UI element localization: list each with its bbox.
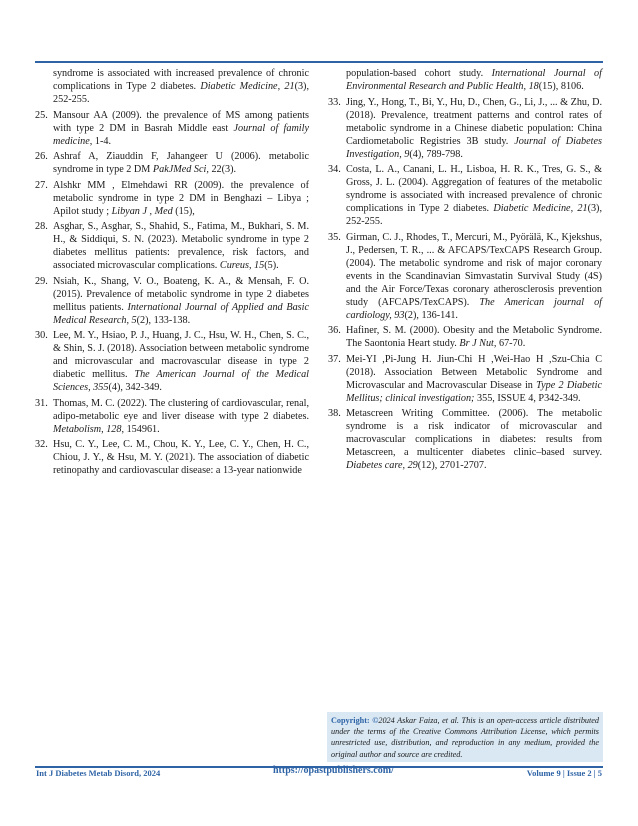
reference-source: Metabolism, 128 [53, 423, 122, 435]
reference-source: The American Journal of the Medical Sciences, 355 [53, 369, 309, 393]
reference-source: PakJMed Sci, [152, 164, 209, 175]
reference-body: Alshkr MM , Elmehdawi RR (2009). the prevalence of metabolic syndrome in type 2 DM in Benghazi – Libya ; Apilot study ; [53, 179, 309, 217]
reference-body: Hsu, C. Y., Lee, C. M., Chou, K. Y., Lee, C. Y., Chen, H. C., Chiou, J. Y., & Hsu, M. Y. (2021). The association of diabetic retinopathy and cardiovascular disease: a 13-year nationwide [53, 439, 309, 476]
reference-body: Thomas, M. C. (2022). The clustering of cardiovascular, renal, adipo-metabolic eye and liver disease with type 2 diabetes. [53, 397, 309, 422]
reference-body: Girman, C. J., Rhodes, T., Mercuri, M., Pyörälä, K., Kjekshus, J., Pedersen, T. R., ... & AFCAPS/TexCAPS Research Group. (2004). The metabolic syndrome and risk of major coronary events in the Scandinavian Simvastatin Survival Study (4S) and the Air Force/Texas coronary atherosclerosis prevention study (AFCAPS/TexCAPS). [346, 231, 602, 308]
reference-number: 33. [328, 96, 341, 108]
reference-source: The American journal of cardiology, 93 [346, 296, 602, 321]
top-rule [35, 61, 603, 63]
reference-body: Mansour AA (2009). the prevalence of MS among patients with type 2 DM in Basrah Middle east [53, 109, 309, 134]
reference-tail: , 154961. [121, 423, 160, 435]
reference-text [53, 109, 309, 148]
reference-body: Metascreen Writing Committee. (2006). The metabolic syndrome is a risk indicator of microvascular and macrovascular complications in diabetes: results from Metascreen, a multicenter diabetes clinic–based survey. [346, 408, 602, 458]
copyright-notice [327, 712, 603, 762]
references-left-column [35, 67, 309, 480]
reference-item [328, 163, 602, 228]
reference-tail: (5). [264, 260, 279, 271]
reference-source: Type 2 Diabetic Mellitus; clinical investigation; [346, 379, 602, 404]
reference-item [328, 353, 602, 405]
reference-body: Asghar, S., Asghar, S., Shahid, S., Fatima, M., Bukhari, S. M. H., & Siddiqui, S. N. (2023). Metabolic syndrome in type 2 diabetes mellitus patients: prevalence, risk factors, and associated microvascular complications. [53, 221, 309, 271]
reference-tail: (4), 789-798. [409, 148, 463, 160]
reference-item [35, 275, 309, 327]
reference-text [346, 353, 602, 405]
reference-item [35, 438, 309, 477]
reference-number: 34. [328, 164, 341, 175]
reference-item [328, 67, 602, 93]
reference-body: syndrome is associated with increased prevalence of chronic complications in Type 2 diabetes. [53, 68, 309, 92]
reference-number: 38. [328, 408, 341, 419]
reference-tail: (15), [172, 205, 195, 217]
reference-tail: (2), 133-138. [136, 314, 191, 326]
reference-body: Costa, L. A., Canani, L. H., Lisboa, H. R. K., Tres, G. S., & Gross, J. L. (2004). Aggregation of features of the metabolic syndrome is associated with increased prevalence of chronic complications in Type 2 diabetes. [346, 164, 602, 214]
reference-body: Lee, M. Y., Hsiao, P. J., Huang, J. C., Hsu, W. H., Chen, S. C., & Shin, S. J. (2018). Association between metabolic syndrome and microvascular and macrovascular disease in type 2 diabetic mellitus. [53, 330, 309, 380]
reference-item [35, 67, 309, 106]
reference-number: 28. [35, 221, 48, 232]
reference-source: Diabetic Medicine, 21 [493, 203, 588, 214]
reference-tail: 67-70. [496, 338, 526, 349]
reference-tail: , 1-4. [89, 135, 112, 147]
reference-tail: (3), 252-255. [346, 203, 602, 227]
reference-body: Ashraf A, Ziauddin F, Jahangeer U (2006). metabolic syndrome in type 2 DM [53, 151, 309, 175]
reference-tail: (15), 8106. [538, 81, 584, 92]
reference-item [35, 397, 309, 436]
reference-item [35, 179, 309, 218]
reference-body: Jing, Y., Hong, T., Bi, Y., Hu, D., Chen, G., Li, J., ... & Zhu, D. (2018). Prevalence, treatment patterns and control rates of metabolic syndrome in a Chinese diabetic population: China Cardiometabolic Registries 3B study. [346, 96, 603, 147]
reference-source: Br J Nut, [459, 338, 497, 349]
footer-url-link[interactable]: https://opastpublishers.com/ [273, 765, 394, 776]
reference-body: population-based cohort study. [346, 68, 492, 79]
reference-tail: (3), 252-255. [53, 81, 309, 105]
reference-body: Mei-YI ,Pi-Jung H. Jiun-Chi H ,Wei-Hao H ,Szu-Chia C (2018). Association Between Metabolic Syndrome and Microvascular and Macrovascular Disease in [346, 353, 602, 391]
reference-text [53, 438, 309, 477]
reference-text [346, 67, 602, 93]
reference-number: 27. [35, 179, 48, 191]
reference-number [35, 67, 53, 106]
copyright-text: 2024 Askar Faiza, et al. This is an open-access article distributed under the terms of the Creative Commons Attribution License, which permits unrestricted use, distribution, and reproduction in any medium, provided the original author and source are credited. [331, 716, 600, 759]
reference-number: 26. [35, 151, 48, 162]
reference-text [346, 231, 602, 322]
reference-tail: (2), 136-141. [404, 309, 458, 321]
reference-source: Diabetes care, 29 [346, 460, 418, 471]
reference-number: 29. [35, 275, 48, 287]
reference-text [53, 150, 309, 176]
footer-volume: Volume 9 | Issue 2 | 5 [526, 768, 602, 778]
reference-number: 37. [328, 353, 341, 365]
reference-text [346, 407, 602, 472]
reference-number: 36. [328, 325, 341, 336]
reference-text [346, 324, 602, 350]
reference-number: 25. [35, 109, 48, 121]
reference-number: 30. [35, 330, 48, 341]
reference-text [53, 67, 309, 106]
reference-item [328, 324, 602, 350]
reference-body: Hafiner, S. M. (2000). Obesity and the Metabolic Syndrome. The Saontonia Heart study. [346, 325, 602, 349]
footer-journal: Int J Diabetes Metab Disord, 2024 [36, 768, 161, 778]
reference-source: Journal of family medicine [53, 122, 309, 147]
reference-body: Nsiah, K., Shang, V. O., Boateng, K. A., & Mensah, F. O. (2015). Prevalence of metabolic syndrome in type 2 diabetes mellitus patients. [53, 275, 309, 313]
reference-number: 31. [35, 397, 48, 409]
reference-source: Journal of Diabetes Investigation, 9 [346, 135, 602, 160]
reference-item [35, 220, 309, 272]
reference-tail: (12), 2701-2707. [417, 460, 487, 471]
reference-number [328, 67, 346, 93]
reference-text [53, 179, 309, 218]
reference-source: International Journal of Applied and Basic Medical Research, 5 [53, 301, 309, 326]
reference-item [328, 407, 602, 472]
reference-text [346, 163, 602, 228]
reference-item [35, 109, 309, 148]
reference-text [53, 329, 309, 394]
reference-text [53, 275, 309, 327]
reference-item [35, 150, 309, 176]
reference-item [328, 96, 602, 161]
reference-source: International Journal of Environmental Research and Public Health, 18 [346, 68, 602, 92]
copyright-label: Copyright: © [331, 716, 379, 725]
reference-number: 35. [328, 231, 341, 243]
reference-text [53, 220, 309, 272]
reference-source: Cureus, 15 [219, 260, 265, 271]
reference-tail: 355, ISSUE 4, P342-349. [474, 392, 581, 404]
references-right-column [328, 67, 602, 475]
reference-number: 32. [35, 439, 48, 450]
reference-text [346, 96, 602, 161]
reference-source: Diabetic Medicine, 21 [200, 81, 295, 92]
reference-tail: (4), 342-349. [108, 382, 162, 393]
reference-item [328, 231, 602, 322]
reference-tail: 22(3). [208, 164, 237, 175]
reference-text [53, 397, 309, 436]
reference-source: Libyan J , Med [111, 205, 173, 217]
reference-item [35, 329, 309, 394]
